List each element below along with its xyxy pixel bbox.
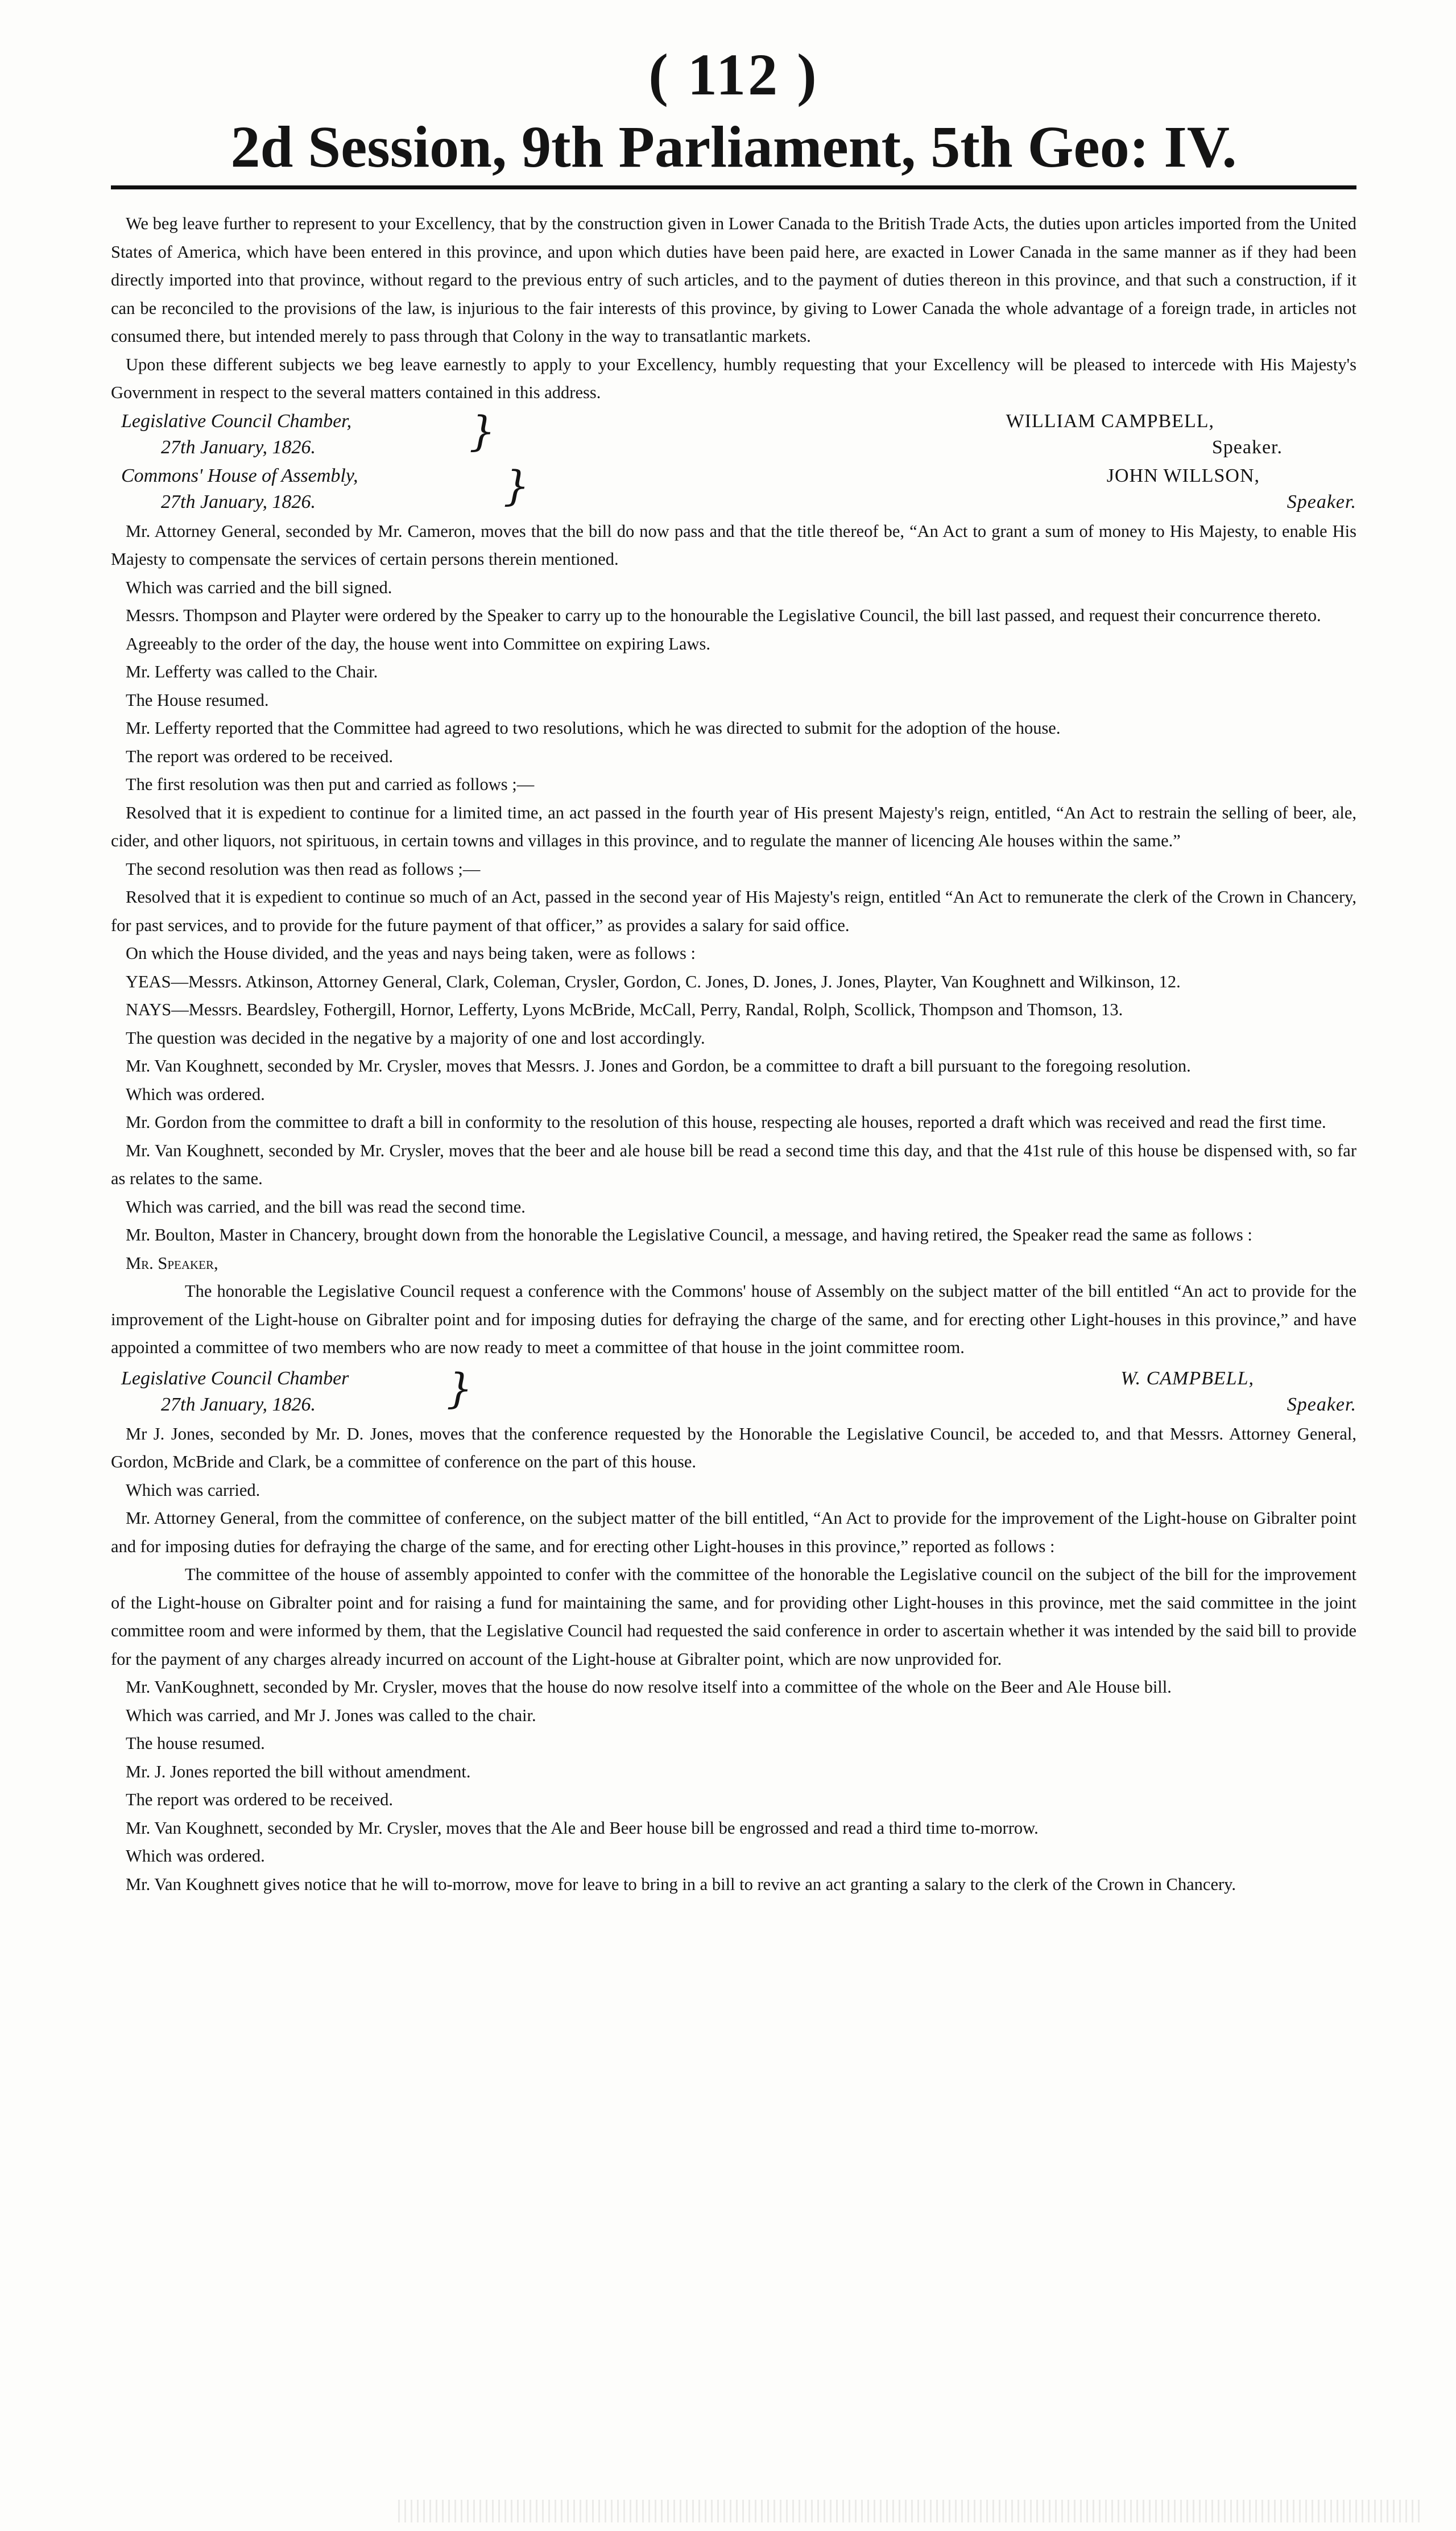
committee-report: The committee of the house of assembly appointed to confer with the committee of the honorable the Legislative council on the subject of the bill for the improvement of the Light-house on Gibralter point and for raising a fund for maintaining the same, and for providing other Light-houses in this province, met the said committee in the joint committee room and were informed by them, that the Legislative Council had requested the said conference in order to ascertain whether it was intended by the said bill to provide for the payment of any charges already incurred on account of the Light-house at Gibralter point, which are now unprovided for. [111,1565,1356,1669]
paragraph: Mr. Gordon from the committee to draft a bill in conformity to the resolution of this house, respecting ale houses, reported a draft which was received and read the first time. [126,1113,1326,1132]
journal-body [111,210,1356,1899]
brace-icon: } [446,1364,473,1412]
signature-block [111,1366,1356,1418]
paragraph: The report was ordered to be received. [126,746,393,766]
paragraph: Mr. Attorney General, seconded by Mr. Cameron, moves that the bill do now pass and that the title thereof be, “An Act to grant a sum of money to His Majesty, to enable His Majesty to compensate the services of certain persons therein mentioned. [111,521,1356,569]
place-line: Commons' House of Assembly, [121,465,358,486]
signatory-title: Speaker. [1287,491,1356,512]
yeas-list: YEAS—Messrs. Atkinson, Attorney General, Clark, Coleman, Crysler, Gordon, C. Jones, D. Jones, J. Jones, Playter, Van Koughnett and Wilkinson, 12. [126,971,1181,991]
place-line: Legislative Council Chamber, [121,410,352,432]
paragraph: Upon these different subjects we beg leave earnestly to apply to your Excellency, humbly requesting that your Excellency will be pleased to intercede with His Majesty's Government in respect to the several matters contained in this address. [111,354,1356,403]
paragraph: The second resolution was then read as follows ;— [126,859,481,879]
paragraph: Mr. VanKoughnett, seconded by Mr. Crysler, moves that the house do now resolve itself into a committee of the whole on the Beer and Ale House bill. [126,1677,1172,1697]
signatory-name: W. CAMPBELL, [1120,1367,1254,1389]
paragraph: Mr. Lefferty was called to the Chair. [126,662,378,682]
paragraph: Which was carried, and the bill was read the second time. [126,1197,526,1217]
title-rule [111,185,1356,189]
paragraph: Resolved that it is expedient to continue for a limited time, an act passed in the fourth year of His present Majesty's reign, entitled, “An Act to restrain the selling of beer, ale, cider, and other liquors, not spirituous, in certain towns and villages in this province, and to regulate the manner of licencing Ale houses within the same.” [111,803,1356,851]
signatory-title: Speaker. [1211,436,1283,458]
paragraph: On which the House divided, and the yeas and nays being taken, were as follows : [126,944,696,963]
paragraph: Mr. J. Jones reported the bill without amendment. [126,1761,471,1781]
paragraph: Which was carried. [126,1480,260,1500]
signature-place [111,463,565,515]
date-line: 27th January, 1826. [161,491,316,512]
paragraph: The first resolution was then put and carried as follows ;— [126,775,535,795]
session-title: 2d Session, 9th Parliament, 5th Geo: IV. [230,114,1237,180]
paragraph: We beg leave further to represent to your Excellency, that by the construction given in Lower Canada to the British Trade Acts, the duties upon articles imported from the United States of America, which have been entered in this province, and upon which duties have been paid here, are exacted in Lower Canada in the same manner as if they had been directly imported into that province, without regard to the previous entry of such articles, and to the payment of duties thereon in this province, and that such a construction, if it can be reconciled to the provisions of the law, is injurious to the fair interests of this province, by giving to Lower Canada the whole advantage of a foreign trade, in articles not consumed there, but intended merely to pass through that Colony in the way to transatlantic markets. [111,214,1356,346]
section-proceedings [111,518,1356,1362]
date-line: 27th January, 1826. [161,436,316,458]
paragraph: Mr. Attorney General, from the committee of conference, on the subject matter of the bill entitled, “An Act to provide for the improvement of the Light-house on Gibralter point and for imposing duties for defraying the charge of the same, and for erecting other Light-houses in this province,” reported as follows : [111,1508,1356,1556]
paragraph: Agreeably to the order of the day, the house went into Committee on expiring Laws. [126,634,710,654]
page-number: ( 112 ) [648,42,819,107]
signatory-name: JOHN WILLSON, [1106,465,1260,486]
paragraph: Mr J. Jones, seconded by Mr. D. Jones, moves that the conference requested by the Honorable the Legislative Council, be acceded to, and that Messrs. Attorney General, Gordon, McBride and Clark, be a committee of conference on the part of this house. [111,1424,1356,1472]
paragraph: Which was carried and the bill signed. [126,577,392,597]
section-address [111,210,1356,407]
brace-icon: } [469,407,495,455]
place-line: Legislative Council Chamber [121,1367,349,1389]
council-message: The honorable the Legislative Council request a conference with the Commons' house of Assembly on the subject matter of the bill entitled “An act to provide for the improvement of the Light-house on Gibralter point and for imposing duties for defraying the charge of the same, and for erecting other Light-houses in this province,” and have appointed a committee of two members who are now ready to meet a committee of that house in the joint committee room. [111,1281,1356,1358]
signature-place [111,408,565,461]
paragraph: Which was ordered. [126,1846,265,1866]
paragraph: The house resumed. [126,1734,265,1753]
scan-noise [398,2500,1422,2522]
paragraph: Which was ordered. [126,1084,265,1104]
paragraph: Mr. Boulton, Master in Chancery, brought down from the honorable the Legislative Council, a message, and having retired, the Speaker read the same as follows : [126,1225,1252,1245]
signatory [1120,1366,1356,1418]
signature-block [111,408,1356,461]
signature-place [111,1366,565,1418]
section-conference [111,1420,1356,1899]
signature-block [111,463,1356,515]
paragraph: Mr. Van Koughnett, seconded by Mr. Crysler, moves that the beer and ale house bill be read a second time this day, and that the 41st rule of this house be dispensed with, so far as relates to the same. [111,1140,1356,1189]
signatory [1006,408,1356,461]
paragraph: Mr. Lefferty reported that the Committee had agreed to two resolutions, which he was directed to submit for the adoption of the house. [126,718,1061,738]
paragraph: Resolved that it is expedient to continue so much of an Act, passed in the second year of His Majesty's reign, entitled “An Act to remunerate the clerk of the Crown in Chancery, for past services, and to provide for the future payment of that officer,” as provides a salary for said office. [111,887,1356,935]
signatory-name: WILLIAM CAMPBELL, [1006,410,1214,432]
nays-list: NAYS—Messrs. Beardsley, Fothergill, Hornor, Lefferty, Lyons McBride, McCall, Perry, Randal, Rolph, Scollick, Thompson and Thomson, 13. [126,1000,1123,1020]
paragraph: Which was carried, and Mr J. Jones was called to the chair. [126,1705,536,1725]
signatory [1107,463,1356,515]
date-line: 27th January, 1826. [161,1393,316,1415]
paragraph: Mr. Van Koughnett, seconded by Mr. Crysler, moves that the Ale and Beer house bill be engrossed and read a third time to-morrow. [126,1818,1039,1838]
address-line: Mr. Speaker, [126,1253,218,1273]
paragraph: The House resumed. [126,690,269,710]
paragraph: The report was ordered to be received. [126,1790,393,1810]
brace-icon: } [503,461,530,510]
paragraph: The question was decided in the negative by a majority of one and lost accordingly. [126,1028,705,1048]
paragraph: Mr. Van Koughnett gives notice that he will to-morrow, move for leave to bring in a bill to revive an act granting a salary to the clerk of the Crown in Chancery. [126,1874,1236,1894]
paragraph: Mr. Van Koughnett, seconded by Mr. Crysler, moves that Messrs. J. Jones and Gordon, be a committee to draft a bill pursuant to the foregoing resolution. [126,1056,1191,1076]
paragraph: Messrs. Thompson and Playter were ordered by the Speaker to carry up to the honourable the Legislative Council, the bill last passed, and request their concurrence thereto. [126,606,1321,626]
signatory-title: Speaker. [1287,1393,1356,1415]
